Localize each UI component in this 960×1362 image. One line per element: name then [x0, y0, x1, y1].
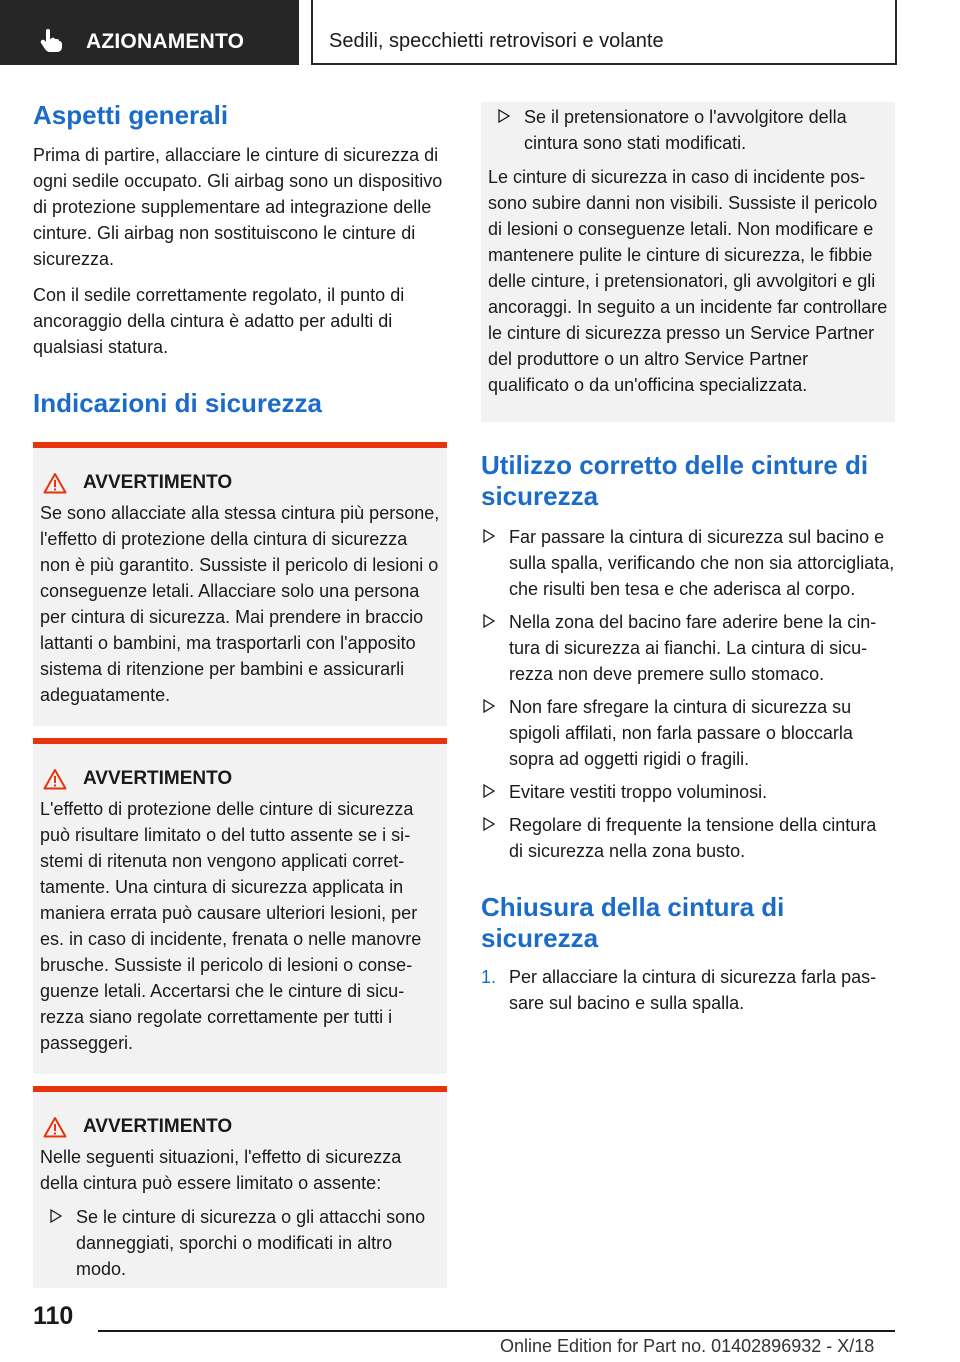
- paragraph-anchor: Con il sedile correttamente regolato, il punto di ancoraggio della cintura è adatto per adulti di qualsiasi statura.: [33, 285, 405, 357]
- list-item: Nella zona del bacino fare aderire bene la cintura di sicurezza ai fianchi. La cintura di sicurezza non deve premere sullo stomaco.: [481, 609, 895, 687]
- header-section-tab: [0, 0, 299, 65]
- list-item: Se le cinture di sicurezza o gli attacchi sono danneggiati, sporchi o modificati in altro modo.: [48, 1204, 440, 1282]
- warning-bullet-list: [488, 104, 888, 156]
- warning-box-3: [33, 1086, 447, 1288]
- bullet-triangle-icon: [483, 614, 495, 628]
- list-item: Regolare di frequente la tensione della cintura di sicurezza nella zona busto.: [481, 812, 895, 864]
- hand-pointer-icon: [38, 27, 64, 53]
- steps-list: [481, 964, 895, 1016]
- warning-box-2: [33, 738, 447, 1074]
- warning-text: L'effetto di protezione delle cinture di sicurezza può risultare limitato o del tutto assente se i sistemi di ritenuta non vengono applicati correttamente. Una cintura di sicurezza applicata in maniera errata può causare ulteriori lesioni, per es. in caso di incidente, frenata o nelle manovre brusche. Sussiste il pericolo di lesioni o conseguenze letali. Accertarsi che le cinture di sicurezza siano regolate correttamente per tutti i passeggeri.: [40, 799, 422, 1053]
- heading-aspetti-generali: Aspetti generali: [33, 100, 229, 130]
- list-item: Se il pretensionatore o l'avvolgitore della cintura sono stati modificati.: [496, 104, 888, 156]
- list-item: Far passare la cintura di sicurezza sul bacino e sulla spalla, verificando che non sia attorcigliata, che risulti ben tesa e che aderisca al corpo.: [481, 524, 895, 602]
- bullet-triangle-icon: [483, 784, 495, 798]
- warning-text: Se sono allacciate alla stessa cintura più persone, l'effetto di protezione della cintura di sicurezza non è più garantito. Sussiste il pericolo di lesioni o conseguenze letali. Allacciare solo una persona per cintura di sicurezza. Mai prendere in braccio lattanti o bambini, ma trasportarli con l'apposito sistema di ritenzione per bambini e assicurarli adeguatamente.: [40, 503, 440, 705]
- list-item: 1. Per allacciare la cintura di sicurezza farla passare sul bacino e sulla spalla.: [481, 964, 895, 1016]
- warning-triangle-icon: [43, 472, 67, 494]
- step-number: 1.: [481, 967, 497, 987]
- paragraph-intro: Prima di partire, allacciare le cinture di sicurezza di ogni sedile occupato. Gli airbag sono un dispositivo di protezione supplementare ad integrazione delle cinture. Gli airbag non sostituiscono le cinture di sicurezza.: [33, 145, 443, 269]
- heading-chiusura-cintura: Chiusura della cintura di sicurezza: [481, 892, 785, 953]
- bullet-triangle-icon: [50, 1209, 62, 1223]
- warning-triangle-icon: [43, 1116, 67, 1138]
- warning-title: AVVERTIMENTO: [83, 1116, 233, 1137]
- warning-box-1: [33, 442, 447, 726]
- bullet-triangle-icon: [483, 699, 495, 713]
- list-item: Non fare sfregare la cintura di sicurezza su spigoli affilati, non farla passare o bloccarla sopra ad oggetti rigidi o fragili.: [481, 694, 895, 772]
- warning-text: Le cinture di sicurezza in caso di incidente possono subire danni non visibili. Sussiste il pericolo di lesioni o conseguenze letali. Non modificare e mantenere pulite le cinture di sicurezza, le fibbie delle cinture, i pretensionatori, gli avvolgitori e gli ancoraggi. In seguito a un incidente far controllare le cinture di sicurezza presso un Service Partner del produttore o un altro Service Partner qualificato o da un'officina specializzata.: [488, 167, 888, 395]
- warning-triangle-icon: [43, 768, 67, 790]
- usage-bullet-list: [481, 524, 895, 864]
- heading-utilizzo-corretto: Utilizzo corretto delle cinture di sicurezza: [481, 450, 869, 511]
- warning-title: AVVERTIMENTO: [83, 768, 233, 789]
- list-item: Evitare vestiti troppo voluminosi.: [481, 779, 895, 805]
- left-column: [33, 100, 447, 1288]
- bullet-triangle-icon: [498, 109, 510, 123]
- chapter-title: Sedili, specchietti retrovisori e volante: [329, 30, 664, 52]
- warning-bullet-list: [40, 1204, 440, 1282]
- warning-text: Nelle seguenti situazioni, l'effetto di sicurezza della cintura può essere limitato o assente:: [40, 1147, 402, 1193]
- warning-title: AVVERTIMENTO: [83, 472, 233, 493]
- footer-divider: [98, 1330, 895, 1332]
- bullet-triangle-icon: [483, 817, 495, 831]
- heading-indicazioni-sicurezza: Indicazioni di sicurezza: [33, 388, 322, 418]
- section-title: AZIONAMENTO: [86, 30, 245, 53]
- warning-box-3-continued: [481, 102, 895, 422]
- right-column: [481, 102, 895, 1016]
- page-number: 110: [33, 1302, 74, 1330]
- edition-note: Online Edition for Part no. 01402896932 - X/18: [500, 1336, 875, 1356]
- bullet-triangle-icon: [483, 529, 495, 543]
- header-chapter-box: [311, 0, 897, 65]
